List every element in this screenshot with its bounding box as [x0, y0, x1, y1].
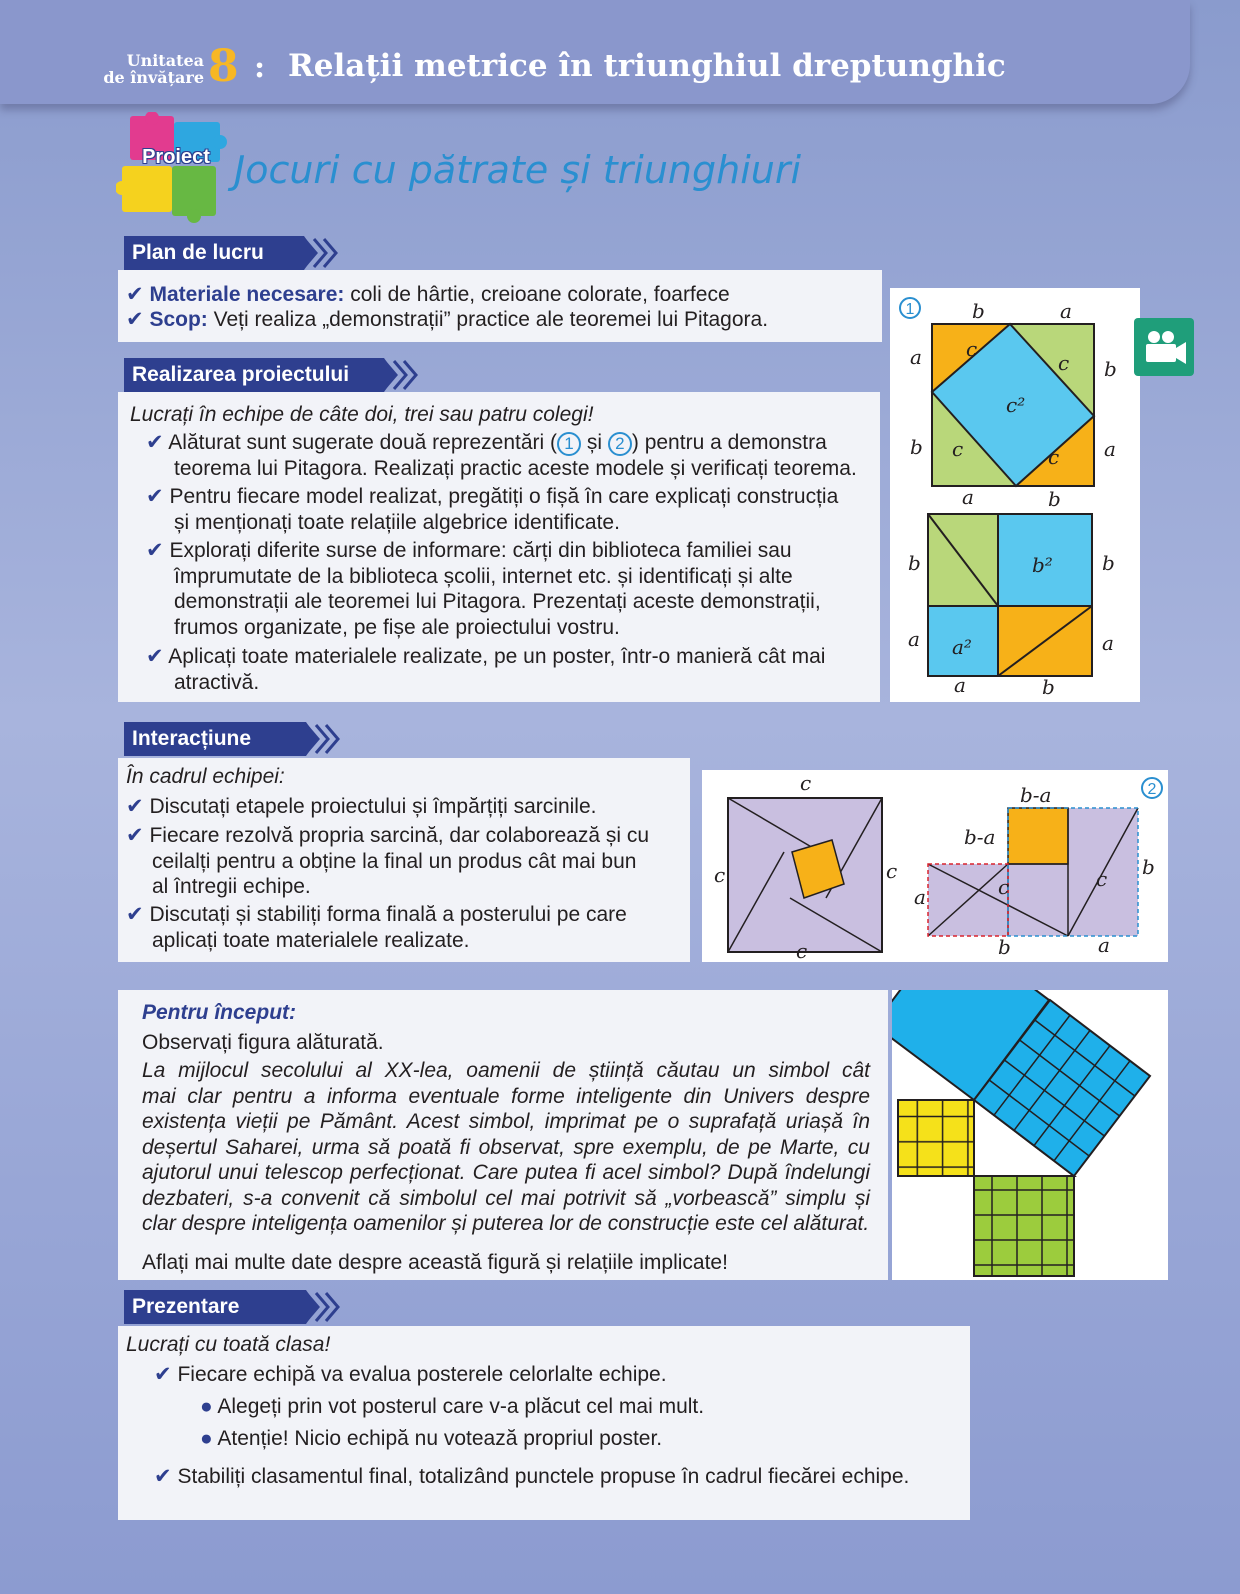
- check-icon: ✔: [126, 824, 144, 847]
- label-b-squared: b²: [1032, 553, 1053, 577]
- label-b: b: [1042, 675, 1055, 699]
- check-icon: ✔: [126, 283, 144, 306]
- paragraph-line: La mijlocul secolului al XX-lea, oamenii de știință căutau un simbol cât: [142, 1059, 870, 1082]
- square-c: [728, 798, 882, 952]
- label-a: a: [914, 885, 926, 909]
- start-heading: Pentru început:: [142, 1001, 297, 1024]
- label-b-minus-a: b-a: [964, 825, 996, 849]
- label-c: c: [796, 939, 808, 962]
- paragraph-line: mai clar pentru a informa eventuale forme inteligente din Univers despre: [142, 1084, 870, 1108]
- label-a: a: [908, 627, 920, 651]
- check-icon: ✔: [126, 795, 144, 818]
- label-a: a: [1060, 299, 1072, 323]
- figure-number: 2: [1147, 781, 1157, 798]
- materials-text: coli de hârtie, creioane colorate, foarfece: [344, 283, 730, 306]
- item-text: Atenție! Nicio echipă nu votează propriul poster.: [217, 1427, 663, 1450]
- item-text: Fiecare echipă va evalua posterele celorlalte echipe.: [177, 1363, 667, 1386]
- scope-label: Scop:: [149, 308, 208, 331]
- section-tag-plan: [118, 236, 338, 270]
- item-text: Stabiliți clasamentul final, totalizând punctele propuse în cadrul fiecărei echipe.: [177, 1465, 910, 1488]
- paragraph-line: dezbateri, s-a convenit că simbolul cel mai potrivit să „vorbească” simplu și: [142, 1186, 870, 1210]
- label-b: b: [1142, 855, 1155, 879]
- figure-2-dissection: [702, 770, 1168, 962]
- item-text: Explorați diferite surse de informare: cărți din biblioteca familiei sau: [169, 539, 792, 562]
- unit-title: Relații metrice în triunghiul dreptunghic: [288, 48, 1006, 84]
- realization-intro: Lucrați în echipe de câte doi, trei sau patru colegi!: [130, 403, 594, 426]
- label-b: b: [910, 435, 923, 459]
- item-text: al întregii echipe.: [152, 875, 311, 898]
- project-badge: Proiect: [142, 146, 210, 168]
- unit-label-line2: de învățare: [103, 68, 204, 87]
- paragraph-line: existența vieții pe Pământ. Acest simbol, imprimat pe o suprafață uriașă în: [142, 1110, 870, 1133]
- item-text: împrumutate de la biblioteca școlii, internet etc. și identificați și alte: [174, 564, 793, 588]
- figure-ref-1: 1: [557, 432, 581, 456]
- label-b: b: [998, 935, 1011, 959]
- realization-item-1: [146, 430, 876, 482]
- bullet-icon: ●: [200, 1395, 213, 1418]
- chevrons-icon: [292, 1290, 340, 1324]
- unit-label-line1: Unitatea: [126, 51, 204, 70]
- start-paragraph: [142, 1058, 870, 1237]
- label-c-squared: c²: [1006, 393, 1026, 417]
- materials-label: Materiale necesare:: [149, 283, 345, 306]
- interaction-item-3: [126, 902, 627, 953]
- pythagoras-symbol-figure: [892, 990, 1168, 1280]
- item-text: Discutați și stabiliți forma finală a posterului pe care: [149, 903, 627, 926]
- item-text: ) pentru a demonstra: [631, 431, 827, 454]
- presentation-item-2: [154, 1464, 909, 1490]
- item-text: Fiecare rezolvă propria sarcină, dar colaborează și cu: [149, 824, 650, 847]
- label-c: c: [1096, 867, 1108, 891]
- label-c: c: [714, 863, 726, 887]
- realization-item-4: [146, 644, 825, 695]
- check-icon: ✔: [154, 1363, 172, 1386]
- item-text: demonstrații ale teoremei lui Pitagora. Prezentați aceste demonstrații,: [174, 590, 821, 613]
- start-last-line: Aflați mai multe date despre această figură și relațiile implicate!: [142, 1251, 728, 1274]
- section-tag-interaction: [118, 722, 340, 756]
- item-text: Alăturat sunt sugerate două reprezentări (: [168, 431, 558, 454]
- video-camera-icon[interactable]: [1134, 318, 1194, 376]
- item-text: frumos organizate, pe fișe ale proiectului vostru.: [174, 615, 620, 639]
- label-c: c: [1058, 351, 1070, 375]
- label-b: b: [1104, 357, 1117, 381]
- label-b: b: [1048, 487, 1061, 511]
- paragraph-line: clar despre inteligența oamenilor și puterea lor de construcție este cel alăturat.: [142, 1212, 870, 1235]
- figure-number: 1: [905, 301, 915, 318]
- label-c: c: [886, 859, 898, 883]
- scope-text: Veți realiza „demonstrații” practice ale teoremei lui Pitagora.: [207, 308, 769, 331]
- chevrons-icon: [292, 722, 340, 756]
- item-text: ceilalți pentru a obține la final un produs cât mai bun: [152, 849, 637, 873]
- paragraph-line: ajutorul unui telescop perfecționat. Care putea fi acel simbol? După îndelungi: [142, 1161, 870, 1184]
- check-icon: ✔: [146, 485, 164, 508]
- section-tag-label: Plan de lucru: [124, 236, 300, 270]
- puzzle-logo: [116, 112, 228, 224]
- label-a: a: [1102, 631, 1114, 655]
- unit-label: [100, 52, 204, 86]
- unit-number: 8: [208, 41, 239, 92]
- check-icon: ✔: [146, 431, 164, 454]
- section-tag-label: Realizarea proiectului: [124, 358, 380, 392]
- item-text: atractivă.: [174, 670, 260, 694]
- presentation-intro: Lucrați cu toată clasa!: [126, 1333, 331, 1356]
- check-icon: ✔: [126, 903, 144, 926]
- item-text: și: [581, 431, 608, 454]
- project-title: Jocuri cu pătrate și triunghiuri: [234, 148, 802, 192]
- section-tag-label: Prezentare: [124, 1290, 302, 1324]
- check-icon: ✔: [126, 308, 144, 331]
- chevrons-icon: [290, 236, 338, 270]
- label-c: c: [800, 771, 812, 795]
- interaction-item-2: [126, 823, 649, 900]
- item-text: teorema lui Pitagora. Realizați practic aceste modele și verificați teorema.: [174, 457, 857, 480]
- label-b: b: [972, 299, 985, 323]
- scope-line: [126, 307, 768, 333]
- item-text: și menționați toate relațiile algebrice identificate.: [174, 510, 620, 534]
- unit-colon: :: [254, 50, 266, 85]
- label-a: a: [1104, 437, 1116, 461]
- paragraph-line: deșertul Saharei, urma să poată fi observat, spre exemplu, de pe Marte, cu: [142, 1135, 870, 1159]
- label-c: c: [966, 337, 978, 361]
- interaction-intro: În cadrul echipei:: [126, 765, 285, 788]
- item-text: Discutați etapele proiectului și împărțiți sarcinile.: [149, 795, 597, 818]
- check-icon: ✔: [154, 1465, 172, 1488]
- bullet-icon: ●: [200, 1427, 213, 1450]
- label-a: a: [954, 673, 966, 697]
- section-tag-label: Interacțiune: [124, 722, 302, 756]
- label-c: c: [952, 437, 964, 461]
- realization-item-3: [146, 538, 821, 640]
- figure-ref-2: 2: [608, 432, 632, 456]
- check-icon: ✔: [146, 539, 164, 562]
- check-icon: ✔: [146, 645, 164, 668]
- presentation-sub-2: [200, 1426, 662, 1452]
- chevrons-icon: [370, 358, 418, 392]
- label-c: c: [1048, 445, 1060, 469]
- section-tag-presentation: [118, 1290, 340, 1324]
- label-b: b: [1102, 551, 1115, 575]
- label-a-squared: a²: [952, 635, 972, 659]
- item-text: Aplicați toate materialele realizate, pe un poster, într-o manieră cât mai: [168, 645, 826, 668]
- label-b-minus-a: b-a: [1020, 783, 1052, 807]
- section-tag-realization: [118, 358, 418, 392]
- label-a: a: [1098, 933, 1110, 957]
- interaction-item-1: [126, 794, 596, 820]
- item-text: Alegeți prin vot posterul care v-a plăcut cel mai mult.: [217, 1395, 705, 1418]
- figure-1-pythagoras-rearrangement: [890, 288, 1140, 702]
- label-c: c: [998, 875, 1010, 899]
- presentation-sub-1: [200, 1394, 704, 1420]
- label-a: a: [910, 345, 922, 369]
- start-line1: Observați figura alăturată.: [142, 1031, 384, 1054]
- label-b: b: [908, 551, 921, 575]
- realization-item-2: [146, 484, 838, 535]
- label-a: a: [962, 485, 974, 509]
- materials-line: [126, 282, 730, 308]
- presentation-item-1: [154, 1362, 667, 1388]
- item-text: Pentru fiecare model realizat, pregătiți o fișă în care explicați construcția: [169, 485, 839, 508]
- item-text: aplicați toate materialele realizate.: [152, 928, 470, 952]
